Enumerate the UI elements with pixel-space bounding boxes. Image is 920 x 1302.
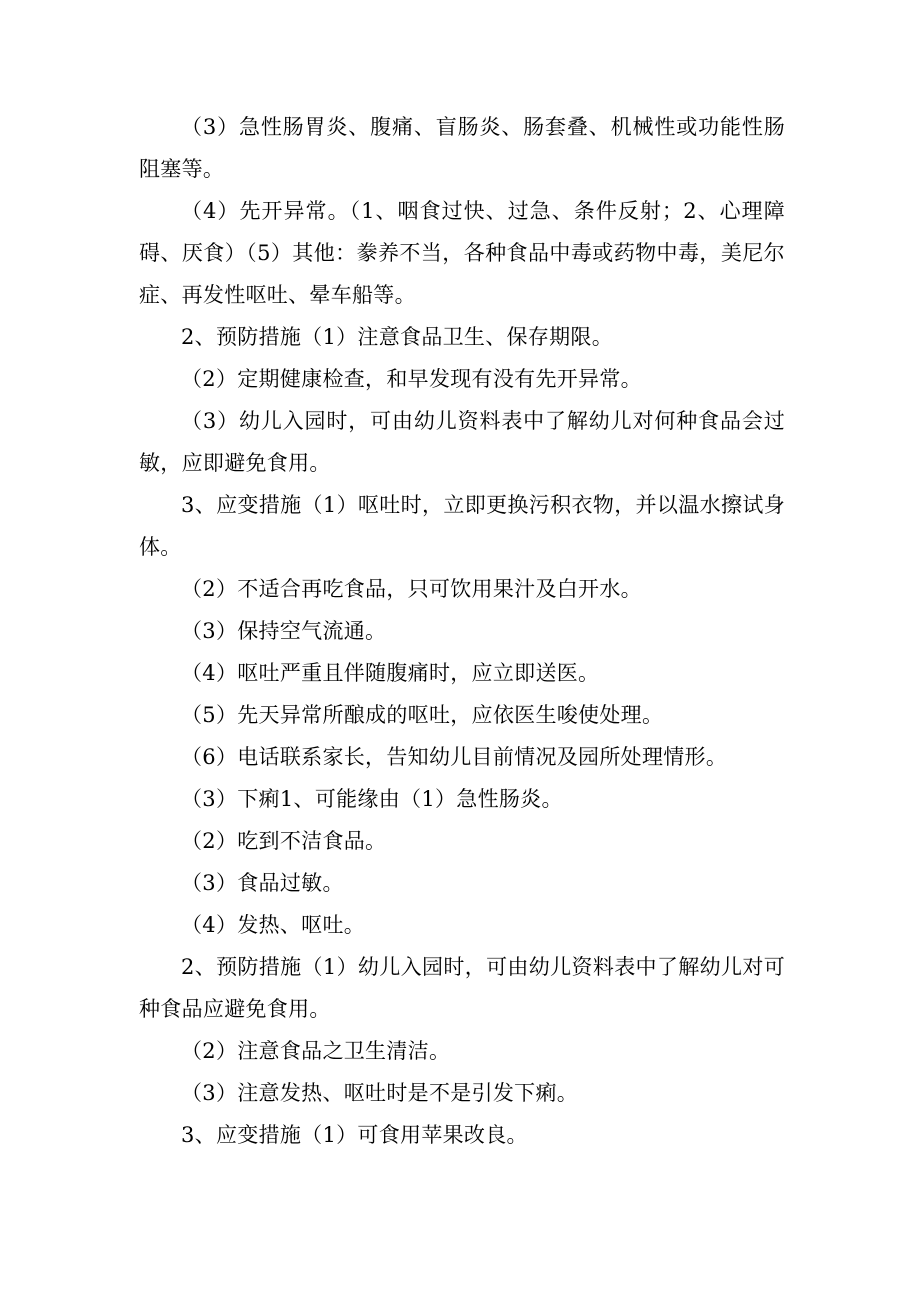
paragraph-16: 2、预防措施（1）幼儿入园时，可由幼儿资料表中了解幼儿对可种食品应避免食用。 [139, 955, 785, 1021]
paragraph-2: （4）先开异常。（1、咽食过快、过急、条件反射；2、心理障碍、厌食）（5）其他：豢养不当，各种食品中毒或药物中毒，美尼尔症、再发性呕吐、晕车船等。 [139, 199, 785, 307]
paragraph-4: （2）定期健康检查，和早发现有没有先开异常。 [181, 367, 642, 391]
paragraph-6: 3、应变措施（1）呕吐时，立即更换污积衣物，并以温水擦试身体。 [139, 493, 785, 559]
paragraph-5: （3）幼儿入园时，可由幼儿资料表中了解幼儿对何种食品会过敏，应即避免食用。 [139, 409, 785, 475]
paragraph-15: （4）发热、呕吐。 [181, 913, 366, 937]
paragraph-7: （2）不适合再吃食品，只可饮用果汁及白开水。 [181, 577, 642, 601]
paragraph-14: （3）食品过敏。 [181, 871, 344, 895]
paragraph-17: （2）注意食品之卫生清洁。 [181, 1039, 451, 1063]
paragraph-9: （4）呕吐严重且伴随腹痛时，应立即送医。 [181, 661, 600, 685]
document-page [139, 106, 785, 1156]
paragraph-11: （6）电话联系家长，告知幼儿目前情况及园所处理情形。 [181, 745, 728, 769]
paragraph-12: （3）下痢1、可能缘由（1）急性肠炎。 [181, 787, 563, 811]
paragraph-13: （2）吃到不洁食品。 [181, 829, 387, 853]
paragraph-19: 3、应变措施（1）可食用苹果改良。 [181, 1123, 528, 1147]
paragraph-3: 2、预防措施（1）注意食品卫生、保存期限。 [181, 325, 614, 349]
paragraph-8: （3）保持空气流通。 [181, 619, 387, 643]
paragraph-18: （3）注意发热、呕吐时是不是引发下痢。 [181, 1081, 579, 1105]
paragraph-10: （5）先天异常所酿成的呕吐，应依医生唆使处理。 [181, 703, 664, 727]
paragraph-1: （3）急性肠胃炎、腹痛、盲肠炎、肠套叠、机械性或功能性肠阻塞等。 [139, 115, 785, 181]
